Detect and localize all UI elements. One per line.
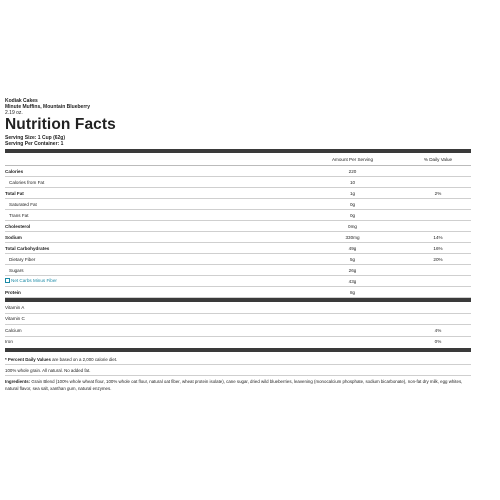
ingredients-text bbox=[5, 378, 471, 392]
nutrient-row bbox=[5, 265, 471, 276]
thick-divider bbox=[5, 348, 471, 352]
nutrient-amount: 43g bbox=[348, 278, 357, 284]
nutrient-label: Calories from Fat bbox=[9, 179, 45, 185]
nutrient-row bbox=[5, 232, 471, 243]
nutrient-amount: 8g bbox=[349, 289, 356, 295]
nutrient-label: Total Fat bbox=[5, 190, 24, 196]
nutrient-label: Calories bbox=[5, 168, 24, 174]
nutrient-row bbox=[5, 166, 471, 177]
footnote-text: are based on a 2,000 calorie diet. bbox=[50, 357, 118, 362]
vitamin-label: Calcium bbox=[5, 327, 22, 333]
nutrient-row bbox=[5, 243, 471, 254]
net-carbs-link[interactable]: Net Carbs Minus Fiber bbox=[11, 278, 57, 284]
brand-name: Kodiak Cakes bbox=[5, 98, 38, 104]
nutrient-amount: 220 bbox=[348, 168, 357, 174]
vitamin-row bbox=[5, 337, 471, 348]
nutrient-row bbox=[5, 210, 471, 221]
vitamin-list bbox=[5, 302, 471, 347]
nutrient-label: Protein bbox=[5, 289, 21, 295]
nutrient-amount: 1g bbox=[349, 190, 356, 196]
nutrient-row bbox=[5, 177, 471, 188]
nutrition-facts-title: Nutrition Facts bbox=[5, 116, 116, 133]
dv-header: % Daily Value bbox=[423, 156, 453, 162]
nutrient-row bbox=[5, 221, 471, 232]
claims-text: 100% whole grain. All natural. No added fat. bbox=[5, 367, 91, 373]
nutrient-label: Trans Fat bbox=[9, 212, 29, 218]
servings-per-container: Serving Per Container: 1 bbox=[5, 141, 64, 147]
nutrient-list bbox=[5, 166, 471, 298]
product-name: Minute Muffins, Mountain Blueberry bbox=[5, 104, 90, 110]
footnote-bold: * Percent Daily Values bbox=[5, 357, 51, 362]
vitamin-row bbox=[5, 302, 471, 314]
nutrient-label: Sugars bbox=[9, 267, 24, 273]
column-header bbox=[5, 153, 471, 166]
vitamin-dv: 0% bbox=[434, 339, 442, 345]
nutrient-amount: 0g bbox=[349, 212, 356, 218]
nutrient-amount: 5g bbox=[349, 256, 356, 262]
nutrient-dv: 14% bbox=[433, 234, 443, 240]
nutrient-label[interactable] bbox=[5, 278, 300, 283]
product-size: 2.19 oz. bbox=[5, 110, 23, 116]
ingredients-list: Grain Blend (100% whole wheat flour, 100% whole oat flour, natural oat fiber, wheat protein isolate), cane sugar, dried wild blueberries, leavening (monocalcium phosphate, sodium bicarbonate), non-fat dry milk, egg whites, natural flavor, sea salt, xanthan gum, natural enzymes. bbox=[5, 378, 463, 391]
nutrient-row bbox=[5, 276, 471, 287]
nutrient-row bbox=[5, 287, 471, 298]
nutrient-amount: 26g bbox=[348, 267, 357, 273]
vitamin-label: Vitamin C bbox=[5, 316, 25, 322]
nutrition-panel bbox=[5, 98, 471, 392]
nutrient-amount: 49g bbox=[348, 245, 357, 251]
amount-header: Amount Per Serving bbox=[331, 156, 374, 162]
vitamin-dv: 4% bbox=[434, 327, 442, 333]
nutrient-dv: 20% bbox=[433, 256, 443, 262]
nutrient-label: Sodium bbox=[5, 234, 22, 240]
nutrient-amount: 10 bbox=[349, 179, 356, 185]
vitamin-label: Vitamin A bbox=[5, 304, 25, 310]
nutrient-label: Cholesterol bbox=[5, 223, 31, 229]
nutrient-row bbox=[5, 188, 471, 199]
checkbox-icon[interactable] bbox=[5, 278, 10, 283]
ingredients-label: Ingredients: bbox=[5, 378, 31, 384]
nutrient-dv: 2% bbox=[434, 190, 442, 196]
vitamin-label: Iron bbox=[5, 339, 13, 345]
nutrient-label: Total Carbohydrates bbox=[5, 245, 50, 251]
nutrient-amount: 330mg bbox=[345, 234, 360, 240]
vitamin-row bbox=[5, 325, 471, 337]
nutrient-label: Dietary Fiber bbox=[9, 256, 36, 262]
nutrient-row bbox=[5, 199, 471, 210]
divider bbox=[5, 364, 471, 365]
nutrient-amount: 0mg bbox=[348, 223, 357, 229]
nutrient-dv: 16% bbox=[433, 245, 443, 251]
nutrient-label: Saturated Fat bbox=[9, 201, 37, 207]
divider bbox=[5, 375, 471, 376]
serving-size: Serving Size: 1 Cup (62g) bbox=[5, 135, 66, 141]
daily-value-footnote bbox=[5, 356, 471, 363]
nutrient-amount: 0g bbox=[349, 201, 356, 207]
nutrient-row bbox=[5, 254, 471, 265]
vitamin-row bbox=[5, 314, 471, 326]
